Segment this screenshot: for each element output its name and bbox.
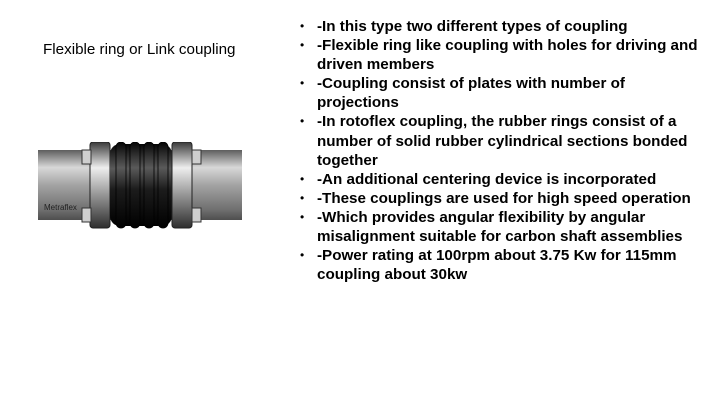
bullet-text: -Coupling consist of plates with number of projections [317,75,625,112]
bullet-item [300,208,700,246]
logo-text: Metraflex [44,203,77,212]
bullet-icon: • [300,114,305,129]
bullet-item [300,17,700,36]
bullet-icon: • [300,171,305,186]
bullet-text: -Which provides angular flexibility by angular misalignment suitable for carbon shaft assemblies [317,208,683,246]
bullet-item [300,246,700,284]
bullet-item [300,170,700,189]
slide-title: Flexible ring or Link coupling [43,41,236,58]
coupling-illustration [38,142,242,246]
bullet-item [300,74,700,112]
bullet-icon: • [300,19,305,33]
bullet-icon: • [300,209,305,224]
bullet-item [300,112,700,169]
bullet-text: -Flexible ring like coupling with holes for driving and driven members [317,37,698,74]
bullet-text: -An additional centering device is incorporated [317,170,657,188]
right-clamp-shape [172,142,192,228]
bullet-list [300,17,700,284]
bullet-icon: • [300,76,305,91]
bullet-icon: • [300,190,305,205]
left-clamp-shape [90,142,110,228]
bullet-item [300,36,700,74]
coupling-photo [38,142,242,246]
bullet-icon: • [300,248,305,263]
bullet-text: -In rotoflex coupling, the rubber rings consist of a number of solid rubber cylindrical sections bonded together [317,113,688,169]
bullet-icon: • [300,38,305,53]
bullet-text: -These couplings are used for high speed operation [317,189,691,207]
bullet-text: -Power rating at 100rpm about 3.75 Kw for 115mm coupling about 30kw [317,247,677,284]
bullet-text: -In this type two different types of coupling [317,18,628,35]
bullet-item [300,189,700,208]
